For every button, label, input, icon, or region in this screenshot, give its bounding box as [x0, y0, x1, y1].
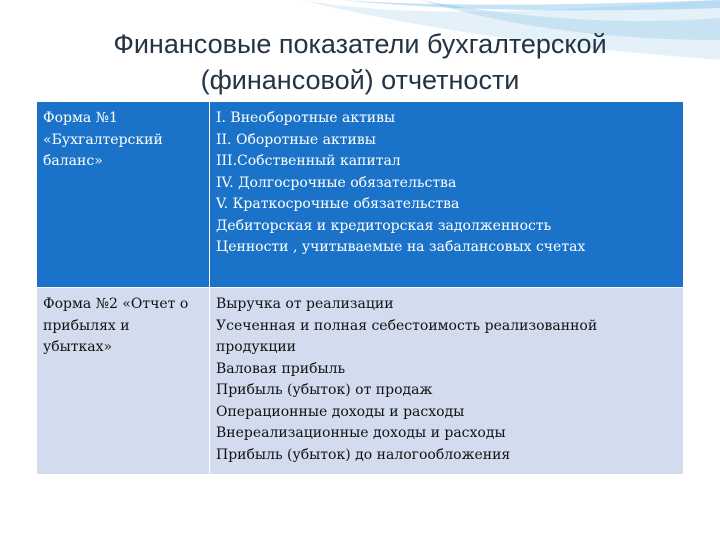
slide-title-line-2: (финансовой) отчетности: [200, 65, 520, 95]
indicator-item: III.Собственный капитал: [216, 153, 401, 169]
table-row: [37, 102, 684, 288]
indicators-cell: [210, 102, 684, 288]
indicator-item: V. Краткосрочные обязательства: [216, 196, 460, 212]
indicator-item: Прибыль (убыток) до налогообложения: [216, 446, 511, 463]
indicator-item: II. Оборотные активы: [216, 131, 376, 148]
form-name: Форма №2 «Отчет о прибылях и убытках»: [43, 296, 189, 355]
indicator-item: Ценности , учитываемые на забалансовых счетах: [216, 239, 586, 255]
form-name: Форма №1 «Бухгалтерский баланс»: [43, 110, 163, 169]
table-row: [37, 288, 684, 475]
indicator-item: Прибыль (убыток) от продаж: [216, 382, 433, 398]
indicator-item: Дебиторская и кредиторская задолженность: [216, 217, 552, 234]
indicators-cell: [210, 288, 684, 475]
financial-indicators-table: [36, 101, 684, 475]
indicator-item: Внереализационные доходы и расходы: [216, 425, 506, 441]
indicator-item: IV. Долгосрочные обязательства: [216, 174, 457, 191]
indicator-item: Выручка от реализации: [216, 296, 394, 312]
slide-title: [40, 26, 680, 98]
indicator-item: I. Внеоборотные активы: [216, 110, 396, 126]
slide-title-line-1: Финансовые показатели бухгалтерской: [113, 29, 607, 59]
form-name-cell: [37, 288, 210, 475]
indicator-item: Усеченная и полная себестоимость реализованной продукции: [216, 317, 598, 355]
form-name-cell: [37, 102, 210, 288]
indicator-item: Операционные доходы и расходы: [216, 403, 465, 420]
indicator-item: Валовая прибыль: [216, 360, 346, 377]
